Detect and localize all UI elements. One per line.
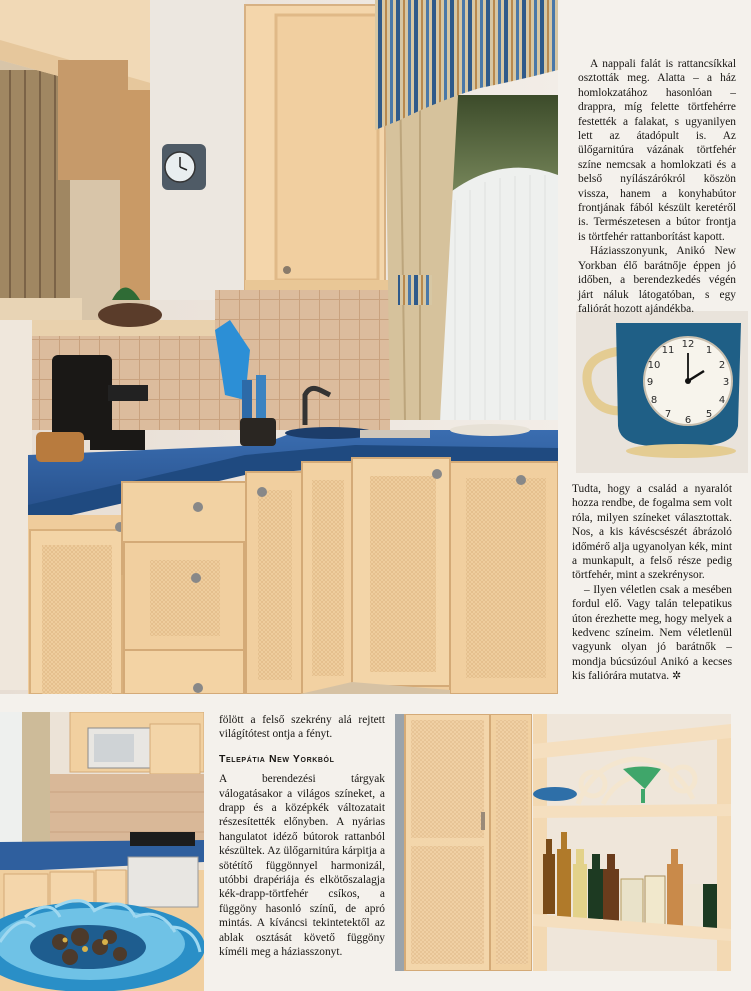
paragraph: fölött a felső szekrény alá rejtett világítótest ontja a fényt. bbox=[219, 714, 385, 741]
end-mark-icon: ✲ bbox=[671, 669, 682, 683]
svg-text:8: 8 bbox=[650, 395, 658, 406]
cabinet-photo bbox=[395, 714, 532, 971]
shelf-bottles-photo bbox=[533, 714, 731, 971]
svg-text:12: 12 bbox=[681, 339, 695, 350]
svg-text:7: 7 bbox=[664, 409, 672, 420]
svg-text:10: 10 bbox=[647, 360, 661, 371]
paragraph: Tudta, hogy a család a nyaralót hozza rendbe, de fogalma sem volt róla, milyen színeket választottak. Nos, a kis kávéscsészét ábrázoló időmérő alja ugyanolyan kék, mint a munkapult, a felső része pedig törtfehér, mint a szekrénysor. bbox=[572, 483, 732, 582]
article-column-middle bbox=[219, 713, 385, 960]
article-column-right-bottom bbox=[572, 482, 732, 684]
paragraph-text: – Ilyen véletlen csak a mesében fordul elő. Vagy talán telepatikus úton érezhette meg, hogy melyek a kedvenc színeim. Nem véletlenül vagyunk olyan jó barátnők – mondja búcsúzóul Anikó a kecses kis faliórára mutatva. bbox=[572, 583, 732, 683]
svg-text:5: 5 bbox=[705, 409, 713, 420]
svg-text:3: 3 bbox=[722, 377, 730, 388]
cup-clock-photo bbox=[576, 311, 748, 473]
paragraph bbox=[572, 583, 732, 684]
article-column-right-top bbox=[578, 57, 736, 316]
paragraph: A berendezési tárgyak válogatásakor a világos színeket, a drapp és a középkék változatait részesítették előnyben. A nyárias hangulatot idéző bútorok rattanból készültek. Az ülőgarnitúra kárpitja a sötétítő függönnyel harmonizál, utóbbi drapériája és elkötőszalagja kék-drapp-törtfehér csíkos, a függöny hasonló színű, de apró mintás. A kíváncsi tekintetektől az ablak osztását követő függöny kíméli meg a háziasszonyt. bbox=[219, 773, 385, 959]
paragraph: A nappali falát is rattancsíkkal osztották meg. Alatta – a ház homlokzatához hasonlóan – drappra, míg felette törtfehérre festették a falakat, s ugyanilyen lett az átadópult is. Az ülőgarnitúra vázának törtfehér színe nemcsak a homlokzati és a belső nyílászárókról köszön vissza, hanem a konyhabútor frontjának fából készült keretéről is. Természetesen a bútor frontja is törtfehér rattanborítást kapott. bbox=[578, 58, 736, 243]
section-subheading: Telepátia New Yorkból bbox=[219, 752, 335, 765]
svg-text:11: 11 bbox=[661, 345, 675, 356]
small-kitchen-photo bbox=[0, 712, 204, 991]
svg-text:1: 1 bbox=[705, 345, 713, 356]
svg-text:9: 9 bbox=[646, 377, 654, 388]
svg-text:6: 6 bbox=[684, 415, 692, 426]
paragraph: Háziasszonyunk, Anikó New Yorkban élő barátnője éppen jó időben, a berendezkedés végén járt náluk látogatóban, s egy faliórát hozott ajándékba. bbox=[578, 245, 736, 315]
svg-text:2: 2 bbox=[718, 360, 726, 371]
svg-text:4: 4 bbox=[718, 395, 726, 406]
